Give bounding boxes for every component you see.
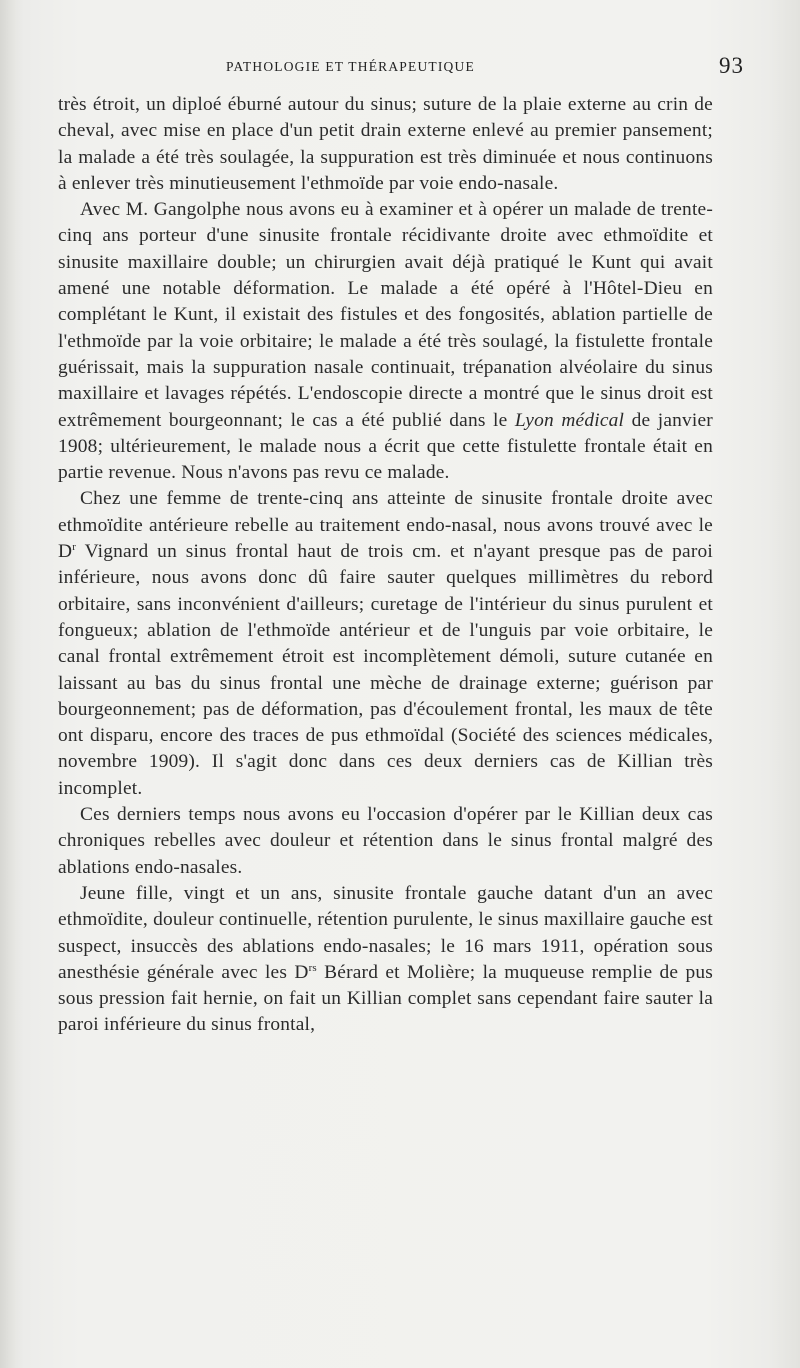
doctor-abbreviation: $D^r$ — [58, 541, 77, 563]
paragraph-female-text: Chez une femme de trente-cinq ans atteinte de sinusite frontale droite avec ethmoïdite antérieure rebelle au traitement endo-nasal, nous avons trouvé avec le — [58, 488, 713, 536]
paragraph-young-woman-case — [58, 881, 713, 1039]
doctors-superscript: rs — [308, 961, 317, 974]
doctor-superscript: r — [72, 541, 77, 554]
doctors-abbreviation: $D^{rs}$ — [294, 961, 317, 983]
page-header — [57, 53, 752, 85]
paragraph-female-ending: Vignard un sinus frontal haut de trois cm. et n'ayant presque pas de paroi inférieure, nous avons donc dû faire sauter quelques millimètres du rebord orbitaire, sans inconvénient d'ailleurs; curetage de l'intérieur du sinus purulent et fongueux; ablation de l'ethmoïde antérieur et de l'unguis par voie orbitaire, le canal frontal extrêmement étroit est incomplètement démoli, suture cutanée en laissant au bas du sinus frontal une mèche de drainage externe; guérison par bourgeonnement; pas de déformation, pas d'écoulement frontal, les maux de tête ont disparu, encore des traces de pus ethmoïdal (Société des sciences médicales, novembre 1909). Il s'agit donc dans ces deux derniers cas de Killian très incomplet. — [58, 541, 713, 799]
paragraph-killian-cases: Ces derniers temps nous avons eu l'occasion d'opérer par le Killian deux cas chroniques rebelles avec douleur et rétention dans le sinus frontal malgré des ablations endo-nasales. — [58, 804, 713, 878]
paragraph-young-woman-ending: Bérard et Molière; la muqueuse remplie de pus sous pression fait hernie, on fait un Killian complet sans cependant faire sauter la paroi inférieure du sinus frontal, — [58, 961, 713, 1036]
page-number: 93 — [719, 53, 744, 78]
paragraph-female-case — [58, 486, 713, 802]
paragraph-gangolphe-text: Avec M. Gangolphe nous avons eu à examiner et à opérer un malade de trente-cinq ans porteur d'une sinusite frontale récidivante droite avec ethmoïdite et sinusite maxillaire double; un chirurgien avait déjà pratiqué le Kunt qui avait amené une notable déformation. Le malade a été opéré à l'Hôtel-Dieu en complétant le Kunt, il existait des fistules et des fongosités, ablation partielle de l'ethmoïde par la voie orbitaire; le malade a été très soulagé, la fistulette frontale guérissait, mais la suppuration nasale continuait, trépanation alvéolaire du sinus maxillaire et lavages répétés. L'endoscopie directe a montré que le sinus droit est extrêmement bourgeonnant; le cas a été publié dans le — [58, 199, 713, 431]
journal-title: Lyon médical — [514, 409, 625, 431]
paragraph-gangolphe-ending: de janvier 1908; ultérieurement, le malade nous a écrit que cette fistulette frontale était en partie revenue. Nous n'avons pas revu ce malade. — [58, 409, 713, 484]
body-text — [58, 92, 713, 1039]
running-head: PATHOLOGIE ET THÉRAPEUTIQUE — [226, 59, 475, 74]
paragraph-young-woman-text: Jeune fille, vingt et un ans, sinusite frontale gauche datant d'un an avec ethmoïdite, douleur continuelle, rétention purulente, le sinus maxillaire gauche est suspect, insuccès des ablations endo-nasales; le 16 mars 1911, opération sous anesthésie générale avec les — [58, 882, 713, 983]
paragraph-gangolphe-case — [58, 197, 713, 486]
paragraph-continuation: très étroit, un diploé éburné autour du sinus; suture de la plaie externe au crin de cheval, avec mise en place d'un petit drain externe enlevé au premier pansement; la malade a été très soulagée, la suppuration est très diminuée et nous continuons à enlever très minutieusement l'ethmoïde par voie endo-nasale. — [58, 94, 713, 194]
page-edge-shadow — [0, 0, 16, 1368]
